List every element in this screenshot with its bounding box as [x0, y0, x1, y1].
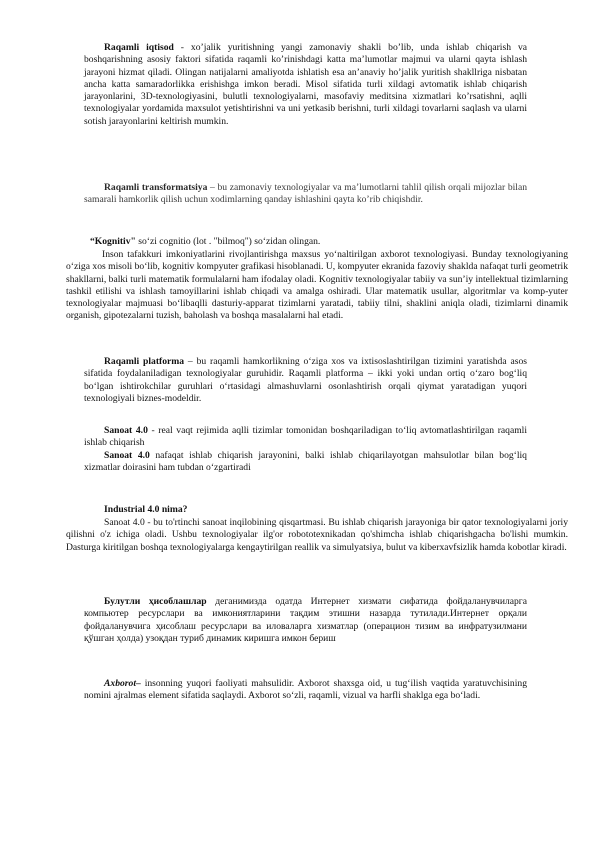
industrial-4-0-body: Sanoat 4.0 - bu to'rtinchi sanoat inqilobining qisqartmasi. Bu ishlab chiqarish jarayoniga bir qator texnologiyalarni joriy qilishni o'z ichiga oladi. Ushbu texnologiyalar ilg'or robototexnikadan qo'shimcha ishlab chiqarishgacha bo'lishi mumkin. Dasturga kiritilgan boshqa texnologiyalarga kengaytirilgan reallik va simulyatsiya, bulut va kiberxavfsizlik hamda kobotlar kiradi.: [66, 517, 568, 553]
definition-raqamli-transformatsiya: – bu zamonaviy texnologiyalar va ma’lumotlarni tahlil qilish orqali mijozlar bilan samarali hamkorlik qilish uchun xodimlarning qanday ishlashini qayta ko’rib chiqishdir.: [84, 182, 528, 206]
definition-raqamli-iqtisod: - xo’jalik yuritishning yangi zamonaviy shakli bo’lib, unda ishlab chiqarish va boshqarishning asosiy faktori sifatida raqamli ko’rinishdagi katta ma’lumotlar majmui va ularni qayta ishlash jarayoni hizmat qiladi. Olingan natijalarni amaliyotda ishlatish esa an’anaviy ho’jalik yuritish shakllriga nisbatan ancha katta samaradorlikka erishishga imkon beradi. Misol sifatida turli xildagi avtomatik ishlab chiqarish jarayonlarini, 3D-texnologiyasini, bulutli texnologiyalarni, masofaviy meditsina xizmatlari ko’rsatishni, aqlli texnologiyalar yordamida maxsulot yetishtirishni va uni yetkasib berishni, turli xildagi tovarlarni saqlash va ularni sotish jarayonlarini keltirish mumkin.: [84, 42, 527, 127]
paragraph-raqamli-iqtisod: [84, 42, 527, 128]
paragraph-sanoat-4-0: [84, 425, 527, 474]
term-kognitiv: “Kognitiv": [90, 236, 136, 247]
paragraph-raqamli-transformatsiya: [84, 182, 527, 207]
definition-bulutli-hisoblashlar: деганимизда одатда Интернет хизмати сифатида фойдаланувчиларга компьютер ресурслари ва имкониятларини тақдим этишни назарда тутилади.Интернет орқали фойдаланувчига ҳисоблаш ресурслари ва иловаларга хизматлар (операцион тизим ва инфратузилмани қўшган ҳолда) узоқдан туриб динамик киришга имкон бериш: [84, 596, 527, 644]
definition-axborot: insonning yuqori faoliyati mahsulidir. Axborot shaxsga oid, u tug‘ilish vaqtida yaratuvchisining nomini ajralmas element sifatida saqlaydi. Axborot so‘zli, raqamli, vizual va harfli shaklga ega bo‘ladi.: [84, 678, 527, 702]
term-sanoat-4-0-first: Sanoat 4.0: [104, 425, 148, 436]
paragraph-raqamli-platforma: [84, 356, 527, 405]
term-axborot: Axborot–: [104, 678, 141, 689]
term-raqamli-transformatsiya: Raqamli transformatsiya: [104, 182, 208, 193]
kognitiv-body-text: Inson tafakkuri imkoniyatlarini rivojlantirishga maxsus yo‘naltirilgan axborot texnologiyasi. Bunday texnologiyaning o‘ziga xos misoli bo‘lib, kognitiv kompyuter grafikasi hisoblanadi. U, kompyuter ekranida fazoviy shaklda nafaqat turli geometrik shakllarni, balki turli matematik formulalarni ham ifodalay oladi. Kognitiv texnologiyalar tabiiy va sun’iy intellektual tizimlarning tashkil etilishi va ishlash tamoyillarini ishlab chiqadi va amalga oshiradi. Ular matematik usullar, algoritmlar va komp-yuter texnologiyalar majmuasi bo‘libaqlli dasturiy-apparat tizimlarni yaratadi, tabiiy tilni, shaklini aniqla oladi, tizimlarni dinamik organish, gipotezalarni tuzish, baholash va boshqa masalalarni hal etadi.: [66, 249, 568, 322]
paragraph-kognitiv-body: [66, 249, 568, 323]
term-raqamli-platforma: Raqamli platforma: [104, 356, 185, 367]
paragraph-bulutli-hisoblashlar: [84, 596, 527, 645]
definition-sanoat-4-0-first: - real vaqt rejimida aqlli tizimlar tomonidan boshqariladigan to‘liq avtomatlashtirilgan raqamli ishlab chiqarish: [84, 425, 527, 449]
section-industrial-4-0: [84, 504, 527, 516]
term-bulutli-hisoblashlar: Булутли ҳисоблашлар: [104, 596, 207, 607]
definition-raqamli-platforma: – bu raqamli hamkorlikning o‘ziga xos va ixtisoslashtirilgan tizimini yaratishda asos sifatida foydalaniladigan texnologiyalar guruhidir. Raqamli platforma – ikki yoki undan ortiq o‘zaro bog‘liq bo‘lgan ishtirokchilar guruhlari o‘rtasidagi almashuvlarni osonlashtirish orqali qiymat yaratadigan yuqori texnologiyali biznes-modeldir.: [84, 356, 527, 404]
paragraph-kognitiv: [66, 236, 568, 248]
paragraph-industrial-4-0: [66, 517, 568, 554]
term-raqamli-iqtisod: Raqamli iqtisod: [104, 42, 174, 53]
heading-industrial-4-0: Industrial 4.0 nima?: [104, 504, 188, 515]
paragraph-axborot: [84, 678, 527, 703]
definition-sanoat-4-0-second: nafaqat ishlab chiqarish jarayonini, balki ishlab chiqarilayotgan mahsulotlar bilan bog‘liq xizmatlar doirasini ham tubdan o‘zgartiradi: [84, 449, 527, 473]
etymology-kognitiv: so‘zi cognitio (lot . "bilmoq") so‘zidan olingan.: [135, 236, 321, 247]
term-sanoat-4-0-second: Sanoat 4.0: [104, 449, 150, 461]
